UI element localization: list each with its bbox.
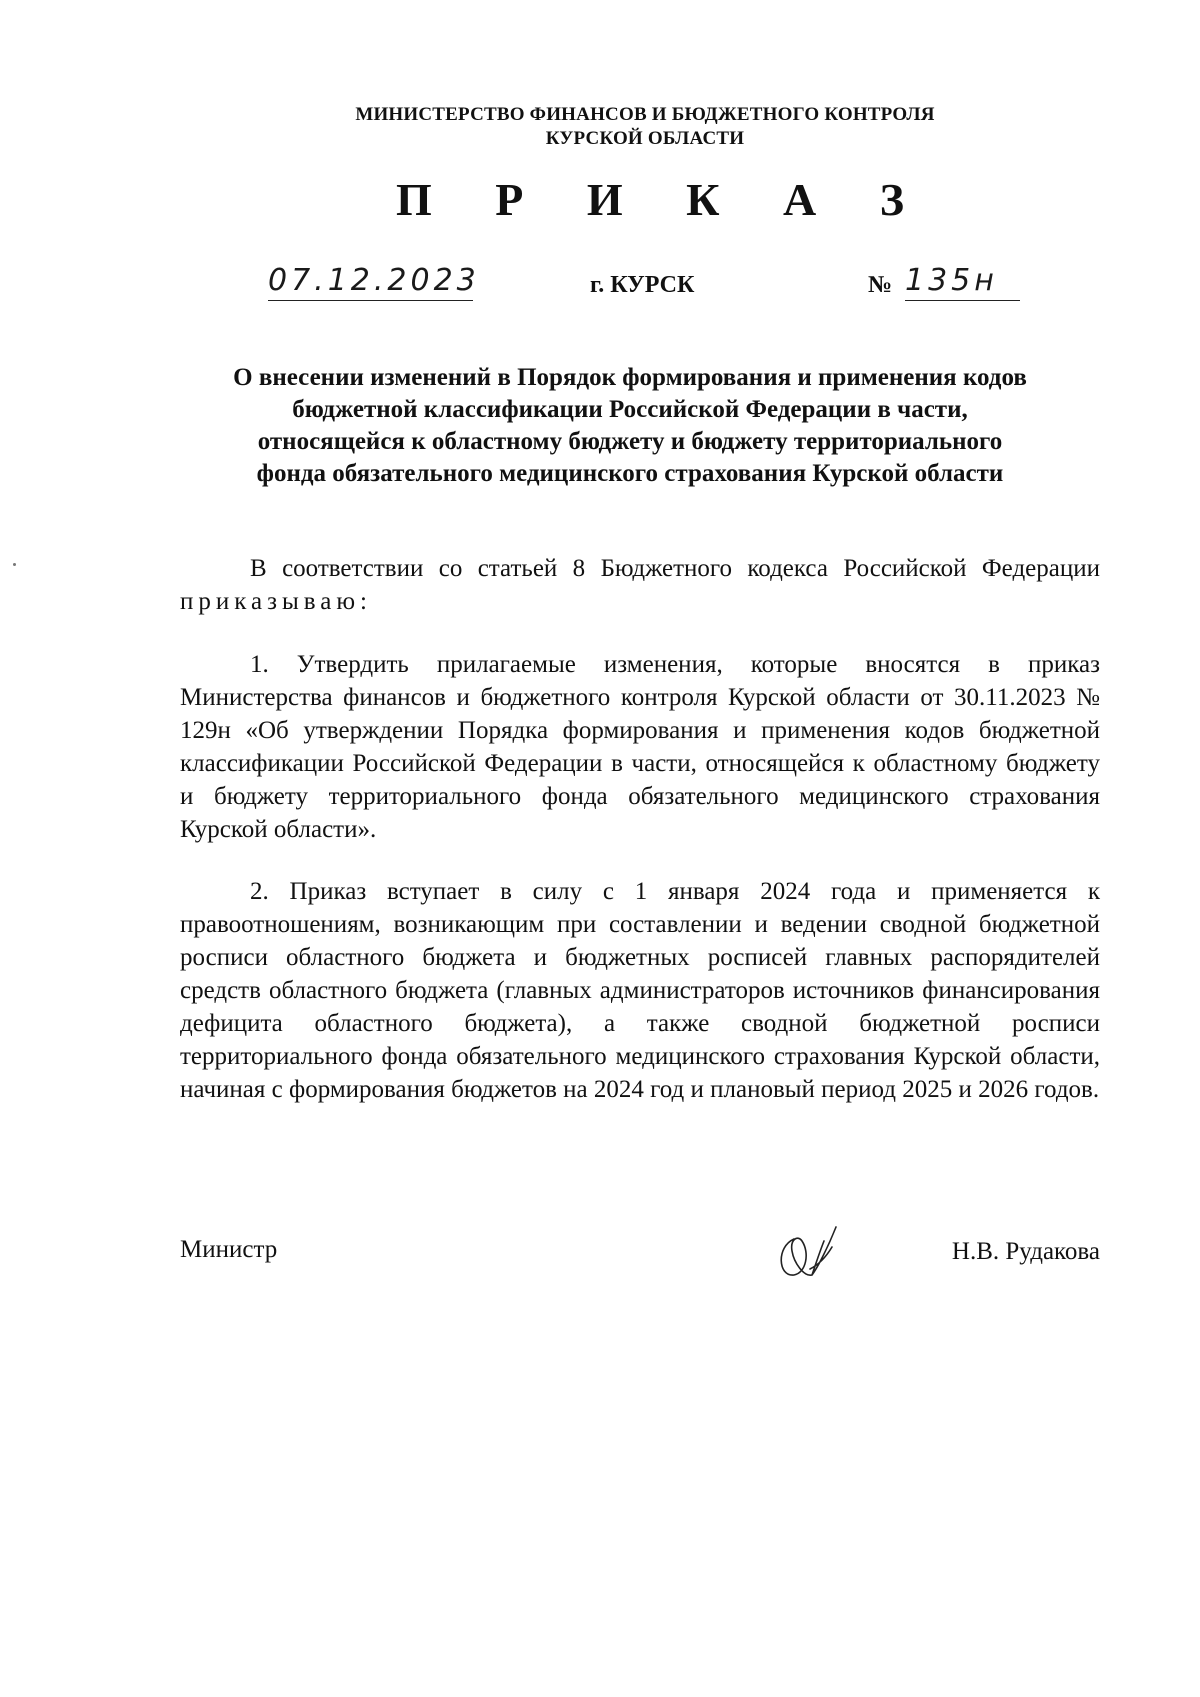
signatory-name: Н.В. Рудакова	[951, 1238, 1100, 1265]
document-subject	[160, 362, 1100, 490]
city-label: г. КУРСК	[590, 272, 695, 298]
handwritten-date: 07.12.2023	[268, 263, 480, 298]
subject-line-1: О внесении изменений в Порядок формирования и применения кодов	[233, 364, 1027, 391]
ministry-name-line1: МИНИСТЕРСТВО ФИНАНСОВ И БЮДЖЕТНОГО КОНТРОЛЯ	[355, 104, 935, 125]
ministry-header	[250, 103, 1040, 151]
signatory-position: Министр	[180, 1236, 278, 1263]
order-command: приказываю	[180, 588, 361, 615]
document-type-title: П Р И К А З	[395, 174, 930, 225]
subject-line-4: фонда обязательного медицинского страхования Курской области	[256, 460, 1004, 487]
signature-block	[180, 1223, 1100, 1293]
intro-paragraph	[180, 552, 1100, 618]
handwritten-number: 135н	[905, 263, 998, 298]
paragraph-item-2: 2. Приказ вступает в силу с 1 января 2024 года и применяется к правоотношениям, возникающим при составлении и ведении сводной бюджетной росписи областного бюджета и бюджетных росписей главных распорядителей средств областного бюджета (главных администраторов источников финансирования дефицита областного бюджета), а также сводной бюджетной росписи территориального фонда обязательного медицинского страхования Курской области, начиная с формирования бюджетов на 2024 год и плановый период 2025 и 2026 годов.	[180, 878, 1100, 1103]
handwritten-signature	[770, 1217, 850, 1287]
intro-text: В соответствии со статьей 8 Бюджетного кодекса Российской Федерации	[250, 555, 1100, 582]
intro-colon: :	[360, 588, 367, 615]
subject-line-3: относящейся к областному бюджету и бюджету территориального	[257, 428, 1003, 455]
number-sign: №	[868, 272, 893, 298]
number-field	[905, 262, 1020, 301]
scan-speck	[13, 563, 16, 566]
subject-line-2: бюджетной классификации Российской Федерации в части,	[292, 396, 968, 423]
date-field	[268, 262, 480, 301]
ministry-name-line2: КУРСКОЙ ОБЛАСТИ	[545, 128, 745, 149]
paragraph-item-1: 1. Утвердить прилагаемые изменения, которые вносятся в приказ Министерства финансов и бюджетного контроля Курской области от 30.11.2023 № 129н «Об утверждении Порядка формирования и применения кодов бюджетной классификации Российской Федерации в части, относящейся к областному бюджету и бюджету территориального фонда обязательного медицинского страхования Курской области».	[180, 651, 1100, 843]
